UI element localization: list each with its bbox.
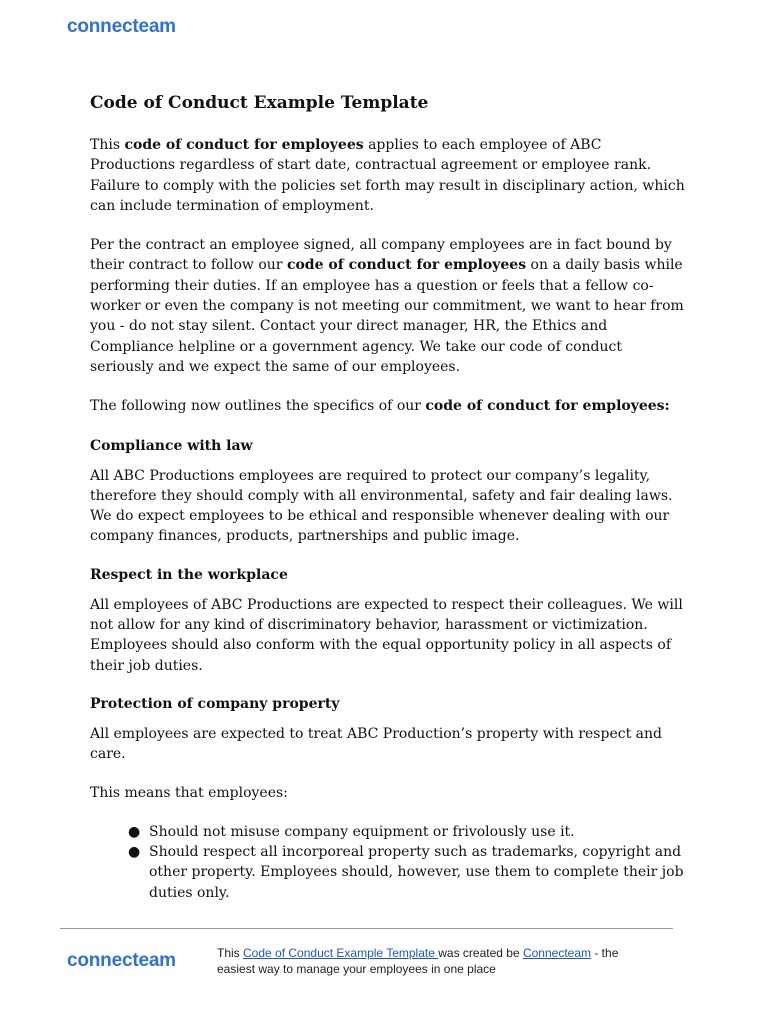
document-title: Code of Conduct Example Template — [90, 93, 429, 113]
heading-property: Protection of company property — [90, 695, 340, 712]
bullet-icon: ● — [128, 844, 141, 861]
connecteam-link[interactable]: Connecteam — [522, 946, 592, 960]
respect-paragraph: All employees of ABC Productions are expected to respect their colleagues. We will not allow for any kind of discriminatory behavior, harassment or victimization. Employees should also conform with the equal opportunity policy in all aspects of their job duties. — [90, 596, 683, 674]
document-body — [90, 92, 686, 903]
contract-bold-phrase: code of conduct for employees — [286, 257, 527, 274]
compliance-paragraph: All ABC Productions employees are required to protect our company’s legality, therefore they should comply with all environmental, safety and fair dealing laws. We do expect employees to be ethical and responsible whenever dealing with our company finances, products, partnerships and public image. — [90, 467, 673, 545]
property-paragraph: All employees are expected to treat ABC Production’s property with respect and care. — [90, 725, 662, 763]
footer-divider — [60, 928, 673, 929]
bullet-icon: ● — [128, 823, 141, 840]
contract-paragraph: Per the contract an employee signed, all company employees are in fact bound by their contract to follow our code of conduct for employees on a daily basis while performing their duties. If an employee has a question or feels that a fellow co-worker or even the company is not meeting our commitment, we want to hear from you - do not stay silent. Contact your direct manager, HR, the Ethics and Compliance helpline or a government agency. We take our code of conduct seriously and we expect the same of our employees. — [90, 237, 684, 375]
template-link[interactable]: Code of Conduct Example Template — [243, 946, 439, 960]
heading-compliance: Compliance with law — [90, 437, 253, 454]
property-bullet-list — [90, 822, 686, 903]
connecteam-logo: connecteam — [67, 16, 176, 37]
list-item: ● Should respect all incorporeal property such as trademarks, copyright and other property. Employees should, however, use them to complete their job duties only. — [128, 844, 684, 901]
property-lead: This means that employees: — [90, 784, 288, 801]
intro-paragraph: This code of conduct for employees applies to each employee of ABC Productions regardless of start date, contractual agreement or employee rank. Failure to comply with the policies set forth may result in disciplinary action, which can include termination of employment. — [90, 137, 685, 214]
list-item: ● Should not misuse company equipment or frivolously use it. — [149, 822, 686, 842]
footer-credit: This Code of Conduct Example Template was created be Connecteam - the easiest way to manage your employees in one place — [217, 946, 619, 976]
heading-respect: Respect in the workplace — [90, 566, 288, 583]
outline-bold-phrase: code of conduct for employees: — [425, 398, 670, 415]
connecteam-footer-logo: connecteam — [67, 950, 176, 971]
intro-bold-phrase: code of conduct for employees — [124, 137, 364, 153]
outline-paragraph: The following now outlines the specifics of our code of conduct for employees: — [90, 398, 670, 415]
